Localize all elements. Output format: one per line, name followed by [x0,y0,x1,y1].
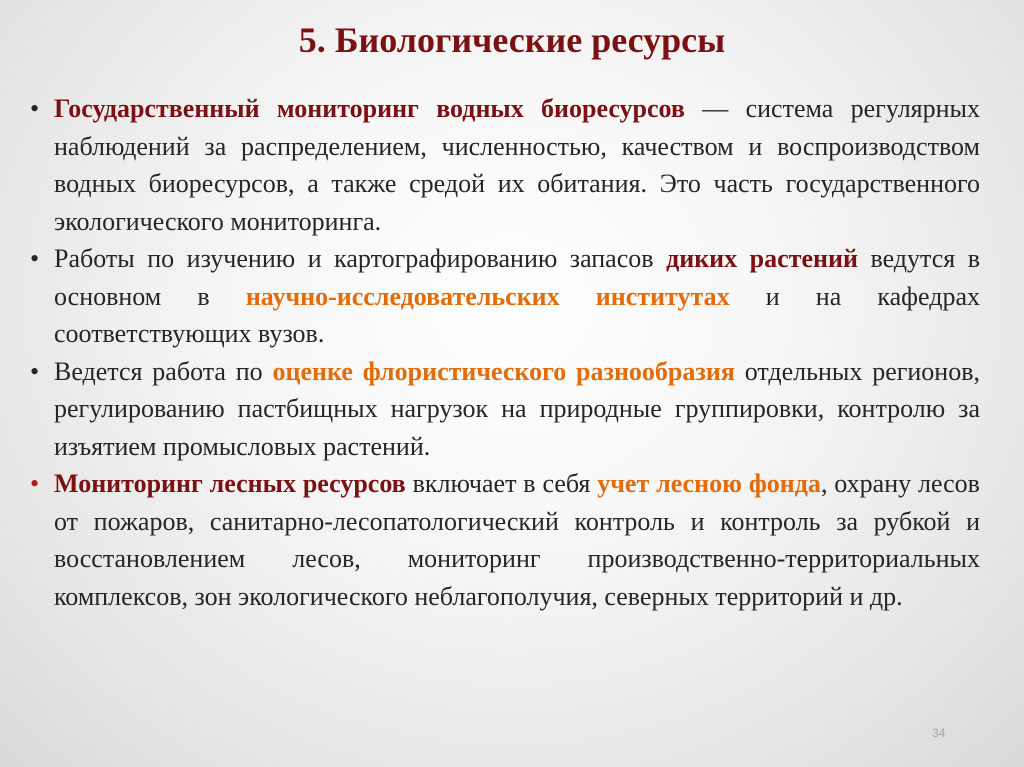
bullet-item-wild-plants [28,240,980,353]
bullet-text: ведутся в основном в [54,244,980,311]
bullet-item-floristic-diversity [28,353,980,466]
bullet-marker: • [30,356,40,386]
bullet-marker: • [30,244,40,273]
term-research-institutes: научно-исследовательских институтах [245,281,730,311]
term-wild-plants: диких растений [666,244,858,273]
page-number: 34 [932,726,946,740]
bullet-text: — система регулярных наблюдений за распределением, численностью, качеством и воспроизводством водных биоресурсов, а также средой их обитания. Это часть государственного экологического мониторинга. [54,94,981,236]
bullet-text: Ведется работа по [54,356,273,386]
term-forest-fund: учет лесною фонда [597,469,821,498]
term-floristic-diversity: оценке флористического разнообразия [272,356,735,386]
bullet-marker: • [30,94,40,123]
bullet-list [28,90,980,615]
bullet-text: и на кафедрах соответствующих вузов. [54,281,980,348]
term-water-monitoring: Государственный мониторинг водных биоресурсов [54,94,685,123]
bullet-text: отдельных регионов, регулированию пастбищных нагрузок на природные группировки, контролю за изъятием промысловых растений. [54,356,980,461]
bullet-text: Работы по изучению и картографированию запасов [54,244,667,273]
bullet-marker: • [30,469,40,498]
bullet-item-forest-monitoring [28,465,980,615]
term-forest-monitoring: Мониторинг лесных ресурсов [54,469,406,498]
bullet-item-water-monitoring [28,90,980,240]
slide-title: 5. Биологические ресурсы [298,20,726,60]
bullet-text: , охрану лесов от пожаров, санитарно-лесопатологический контроль и контроль за рубкой и восстановлением лесов, мониторинг производственно-территориальных комплексов, зон экологического неблагополучия, северных территорий и др. [54,469,980,611]
bullet-text: включает в себя [405,469,598,498]
